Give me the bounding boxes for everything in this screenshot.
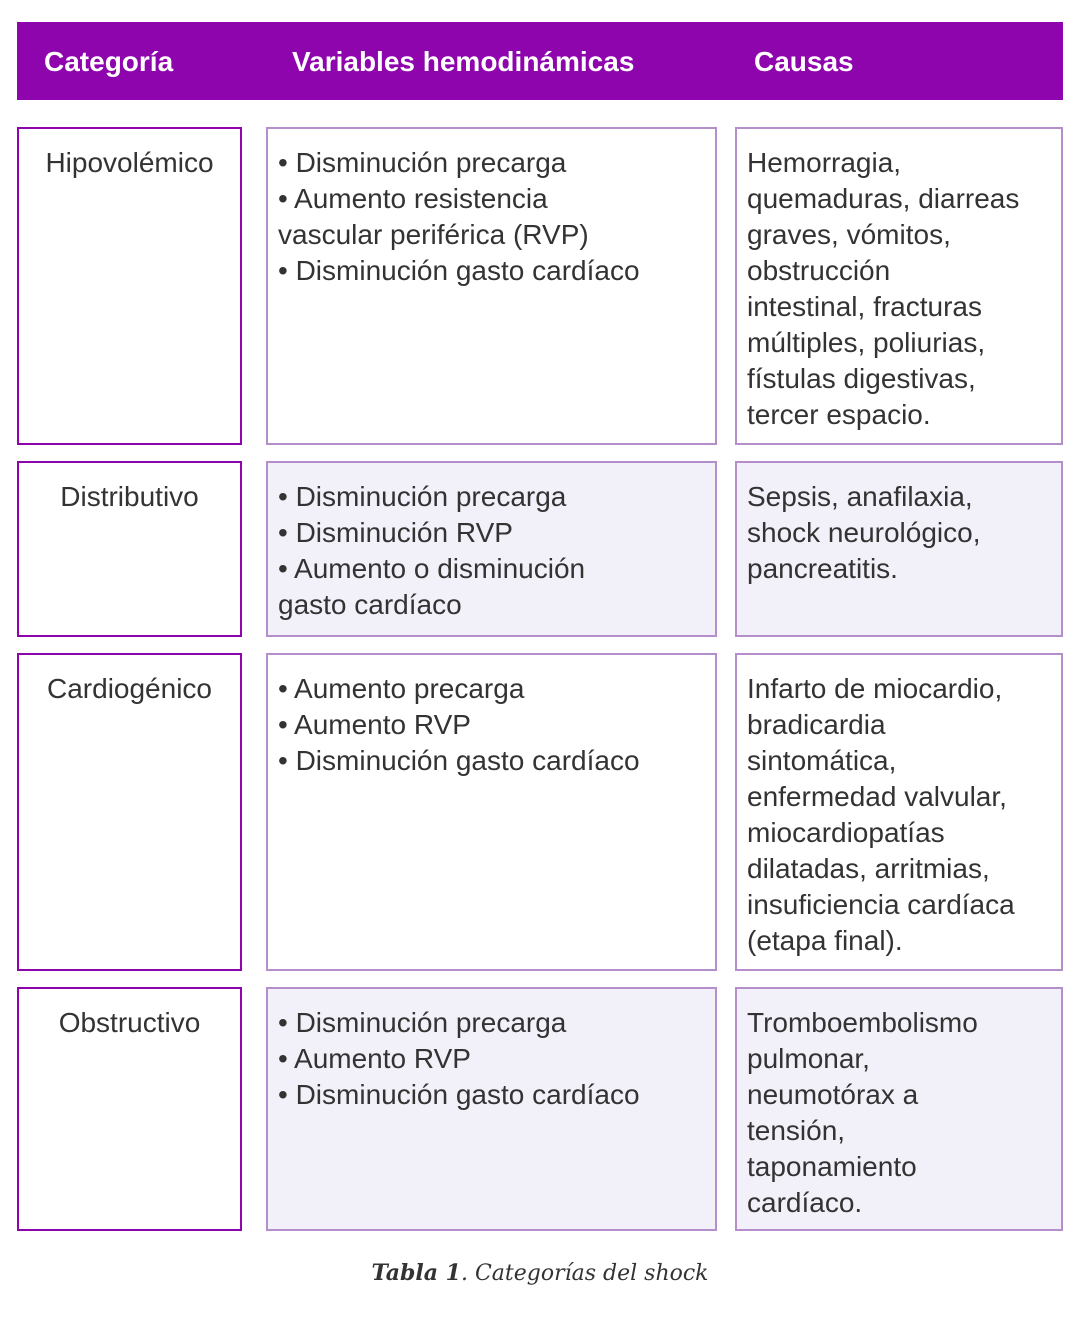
variables-line: vascular periférica (RVP) xyxy=(278,219,589,250)
category-cell xyxy=(17,987,242,1231)
causes-line: obstrucción xyxy=(747,255,891,286)
causes-line: Sepsis, anafilaxia, xyxy=(747,481,973,512)
category-cell xyxy=(17,653,242,971)
causes-cell xyxy=(735,461,1063,637)
variables-cell xyxy=(266,127,717,445)
variables-line: gasto cardíaco xyxy=(278,589,462,620)
causes-line: neumotórax a xyxy=(747,1079,919,1110)
variables-line: • Disminución gasto cardíaco xyxy=(278,745,640,776)
category-label: Cardiogénico xyxy=(47,673,212,704)
causes-cell xyxy=(735,987,1063,1231)
causes-line: intestinal, fracturas xyxy=(747,291,982,322)
causes-line: dilatadas, arritmias, xyxy=(747,853,990,884)
category-cell xyxy=(17,127,242,445)
variables-line: • Disminución precarga xyxy=(278,481,567,512)
variables-line: • Disminución gasto cardíaco xyxy=(278,1079,640,1110)
causes-cell xyxy=(735,127,1063,445)
causes-line: pulmonar, xyxy=(747,1043,870,1074)
variables-line: • Aumento RVP xyxy=(278,709,471,740)
variables-line: • Disminución gasto cardíaco xyxy=(278,255,640,286)
caption-label: Tabla 1 xyxy=(371,1260,461,1286)
variables-line: • Disminución precarga xyxy=(278,1007,567,1038)
causes-line: Hemorragia, xyxy=(747,147,902,178)
variables-line: • Disminución precarga xyxy=(278,147,567,178)
variables-line: • Aumento precarga xyxy=(278,673,525,704)
causes-cell xyxy=(735,653,1063,971)
causes-line: Tromboembolismo xyxy=(747,1007,978,1038)
causes-line: graves, vómitos, xyxy=(747,219,951,250)
table-header xyxy=(17,22,1063,100)
variables-line: • Aumento o disminución xyxy=(278,553,586,584)
causes-line: Infarto de miocardio, xyxy=(747,673,1003,704)
causes-line: enfermedad valvular, xyxy=(747,781,1007,812)
causes-line: múltiples, poliurias, xyxy=(747,327,986,358)
variables-cell xyxy=(266,461,717,637)
variables-line: • Aumento resistencia xyxy=(278,183,548,214)
causes-line: miocardiopatías xyxy=(747,817,945,848)
category-label: Distributivo xyxy=(60,481,199,512)
causes-line: pancreatitis. xyxy=(747,553,898,584)
causes-line: taponamiento xyxy=(747,1151,917,1182)
header-category: Categoría xyxy=(44,46,174,77)
causes-line: quemaduras, diarreas xyxy=(747,183,1020,214)
causes-line: tensión, xyxy=(747,1115,846,1146)
causes-line: sintomática, xyxy=(747,745,897,776)
variables-cell xyxy=(266,653,717,971)
category-label: Hipovolémico xyxy=(45,147,214,178)
causes-line: cardíaco. xyxy=(747,1187,863,1218)
category-label: Obstructivo xyxy=(58,1007,201,1038)
variables-line: • Disminución RVP xyxy=(278,517,513,548)
caption-text: . Categorías del shock xyxy=(460,1261,709,1286)
header-causes: Causas xyxy=(754,46,854,77)
causes-line: bradicardia xyxy=(747,709,886,740)
header-variables: Variables hemodinámicas xyxy=(292,46,635,77)
causes-line: shock neurológico, xyxy=(747,517,981,548)
causes-line: fístulas digestivas, xyxy=(747,363,976,394)
variables-line: • Aumento RVP xyxy=(278,1043,471,1074)
variables-cell xyxy=(266,987,717,1231)
causes-line: (etapa final). xyxy=(747,925,903,956)
causes-line: insuficiencia cardíaca xyxy=(747,889,1015,920)
category-cell xyxy=(17,461,242,637)
table-caption xyxy=(0,1260,1080,1286)
causes-line: tercer espacio. xyxy=(747,399,931,430)
